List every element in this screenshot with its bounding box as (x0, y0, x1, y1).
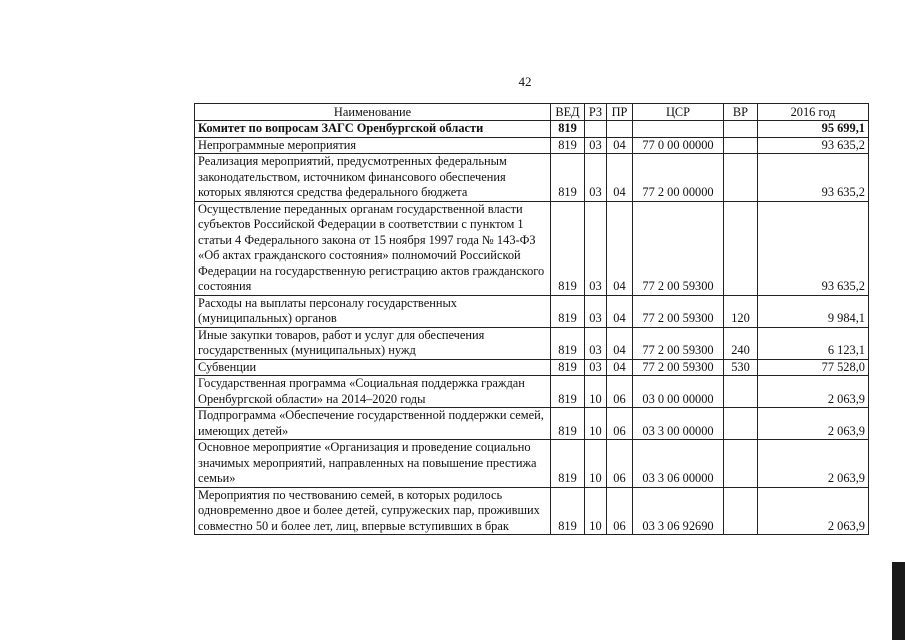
table-header-row (195, 104, 869, 121)
row-pr: 04 (607, 201, 633, 295)
row-amount: 95 699,1 (758, 121, 869, 138)
row-vr (724, 487, 758, 535)
budget-table (194, 103, 869, 535)
row-ved: 819 (551, 487, 585, 535)
row-ved: 819 (551, 137, 585, 154)
row-vr (724, 440, 758, 488)
row-name: Расходы на выплаты персоналу государственных (муниципальных) органов (195, 295, 551, 327)
row-name: Субвенции (195, 359, 551, 376)
row-name: Комитет по вопросам ЗАГС Оренбургской области (195, 121, 551, 138)
row-amount: 93 635,2 (758, 154, 869, 202)
row-pr: 04 (607, 137, 633, 154)
row-name: Государственная программа «Социальная поддержка граждан Оренбургской области» на 2014–2020 годы (195, 376, 551, 408)
row-name: Подпрограмма «Обеспечение государственной поддержки семей, имеющих детей» (195, 408, 551, 440)
row-amount: 2 063,9 (758, 487, 869, 535)
row-pr: 06 (607, 440, 633, 488)
row-rz: 10 (585, 487, 607, 535)
row-name: Реализация мероприятий, предусмотренных федеральным законодательством, источником финансового обеспечения которых являются средства федерального бюджета (195, 154, 551, 202)
row-pr: 04 (607, 327, 633, 359)
row-rz: 10 (585, 440, 607, 488)
row-ved: 819 (551, 121, 585, 138)
row-name: Мероприятия по чествованию семей, в которых родилось одновременно двое и более детей, супружеских пар, проживших совместно 50 и более лет, лиц, впервые вступивших в брак (195, 487, 551, 535)
header-csr: ЦСР (633, 104, 724, 121)
header-name: Наименование (195, 104, 551, 121)
row-name: Основное мероприятие «Организация и проведение социально значимых мероприятий, направленных на повышение престижа семьи» (195, 440, 551, 488)
row-pr: 04 (607, 295, 633, 327)
row-vr: 120 (724, 295, 758, 327)
row-vr (724, 137, 758, 154)
row-vr: 240 (724, 327, 758, 359)
row-pr: 06 (607, 376, 633, 408)
row-csr: 77 2 00 59300 (633, 201, 724, 295)
row-ved: 819 (551, 201, 585, 295)
row-name: Непрограммные мероприятия (195, 137, 551, 154)
row-ved: 819 (551, 376, 585, 408)
row-csr: 03 3 06 00000 (633, 440, 724, 488)
row-vr (724, 408, 758, 440)
row-rz: 03 (585, 295, 607, 327)
row-csr: 03 0 00 00000 (633, 376, 724, 408)
row-name: Осуществление переданных органам государственной власти субъектов Российской Федерации в соответствии с пунктом 1 статьи 4 Федерального закона от 15 ноября 1997 года № 143-ФЗ «Об актах гражданского состояния» полномочий Российской Федерации на государственную регистрацию актов гражданского состояния (195, 201, 551, 295)
row-vr (724, 121, 758, 138)
row-csr (633, 121, 724, 138)
table-row (195, 154, 869, 202)
row-rz: 10 (585, 376, 607, 408)
row-name: Иные закупки товаров, работ и услуг для обеспечения государственных (муниципальных) нужд (195, 327, 551, 359)
header-vr: ВР (724, 104, 758, 121)
row-csr: 03 3 06 92690 (633, 487, 724, 535)
row-rz (585, 121, 607, 138)
row-amount: 93 635,2 (758, 137, 869, 154)
header-pr: ПР (607, 104, 633, 121)
row-amount: 93 635,2 (758, 201, 869, 295)
header-rz: РЗ (585, 104, 607, 121)
table-row (195, 487, 869, 535)
row-vr: 530 (724, 359, 758, 376)
row-rz: 10 (585, 408, 607, 440)
row-csr: 77 2 00 59300 (633, 359, 724, 376)
scan-edge-shadow (892, 562, 905, 640)
row-amount: 2 063,9 (758, 408, 869, 440)
row-amount: 2 063,9 (758, 376, 869, 408)
table-row (195, 408, 869, 440)
row-csr: 77 2 00 59300 (633, 295, 724, 327)
row-amount: 6 123,1 (758, 327, 869, 359)
row-rz: 03 (585, 201, 607, 295)
table-row (195, 359, 869, 376)
row-ved: 819 (551, 440, 585, 488)
row-pr: 06 (607, 487, 633, 535)
table-row (195, 376, 869, 408)
row-csr: 77 2 00 59300 (633, 327, 724, 359)
row-rz: 03 (585, 327, 607, 359)
row-rz: 03 (585, 359, 607, 376)
table-row (195, 440, 869, 488)
row-ved: 819 (551, 359, 585, 376)
table-row (195, 295, 869, 327)
header-year: 2016 год (758, 104, 869, 121)
row-rz: 03 (585, 154, 607, 202)
row-pr (607, 121, 633, 138)
row-pr: 06 (607, 408, 633, 440)
row-pr: 04 (607, 359, 633, 376)
table-row (195, 327, 869, 359)
row-amount: 9 984,1 (758, 295, 869, 327)
page-number: 42 (518, 74, 532, 89)
table-row (195, 137, 869, 154)
row-vr (724, 154, 758, 202)
row-csr: 77 2 00 00000 (633, 154, 724, 202)
row-rz: 03 (585, 137, 607, 154)
row-vr (724, 201, 758, 295)
row-ved: 819 (551, 154, 585, 202)
row-ved: 819 (551, 408, 585, 440)
row-amount: 2 063,9 (758, 440, 869, 488)
row-ved: 819 (551, 295, 585, 327)
row-pr: 04 (607, 154, 633, 202)
row-csr: 77 0 00 00000 (633, 137, 724, 154)
row-amount: 77 528,0 (758, 359, 869, 376)
table-row (195, 121, 869, 138)
row-vr (724, 376, 758, 408)
header-ved: ВЕД (551, 104, 585, 121)
row-csr: 03 3 00 00000 (633, 408, 724, 440)
table-row (195, 201, 869, 295)
row-ved: 819 (551, 327, 585, 359)
